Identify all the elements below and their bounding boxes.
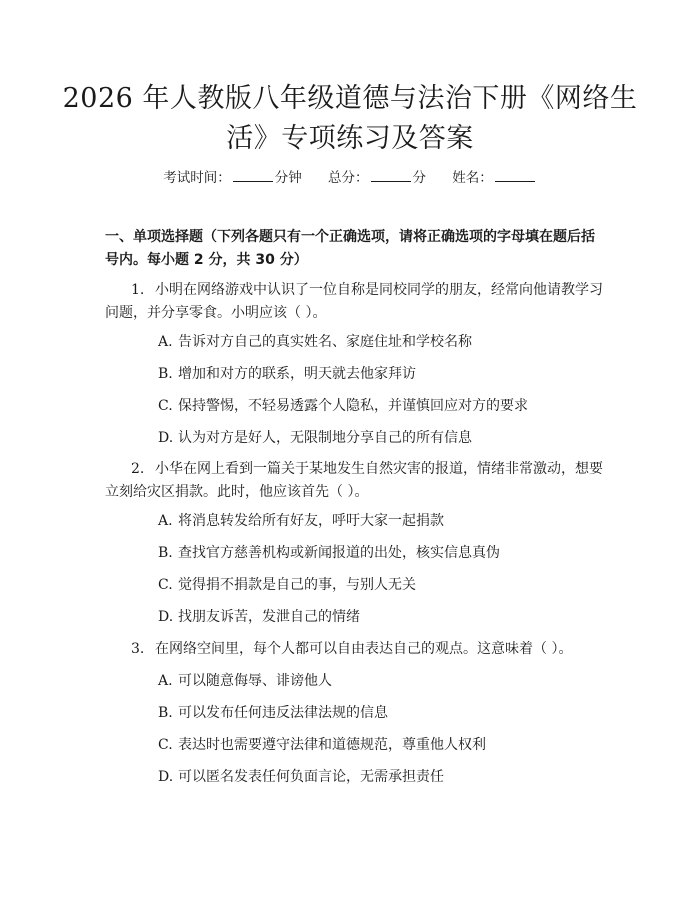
question-number: 3. [131,641,145,657]
question-2-option-c: C. 觉得捐不捐款是自己的事，与别人无关 [158,577,416,593]
time-label: 考试时间： [163,170,231,186]
question-3-option-b: B. 可以发布任何违反法律法规的信息 [158,705,388,721]
question-3-stem [105,638,605,661]
question-3-option-a: A. 可以随意侮辱、诽谤他人 [158,673,332,689]
question-1-option-b: B. 增加和对方的联系，明天就去他家拜访 [158,366,416,382]
page-title: 2026 年人教版八年级道德与法治下册《网络生活》专项练习及答案 [62,83,638,154]
question-1-option-a: A. 告诉对方自己的真实姓名、家庭住址和学校名称 [158,334,472,350]
question-2-option-d: D. 找朋友诉苦，发泄自己的情绪 [158,609,360,625]
question-2-option-b: B. 查找官方慈善机构或新闻报道的出处，核实信息真伪 [158,545,500,561]
section-heading: 一、单项选择题（下列各题只有一个正确选项，请将正确选项的字母填在题后括号内。每小题 2 分，共 30 分） [105,229,595,268]
question-1-stem [105,279,605,325]
question-number: 1. [131,282,145,298]
question-number: 2. [131,461,145,477]
question-1-option-c: C. 保持警惕，不轻易透露个人隐私，并谨慎回应对方的要求 [158,398,528,414]
time-unit: 分钟 [274,170,302,186]
exam-info-line [0,168,700,188]
question-text: 小明在网络游戏中认识了一位自称是同校同学的朋友，经常向他请教学习问题，并分享零食。小明应该（ ）。 [105,282,603,321]
question-2-option-a: A. 将消息转发给所有好友，呼吁大家一起捐款 [158,513,444,529]
name-label: 姓名： [452,170,493,186]
time-blank [233,169,273,182]
question-text: 在网络空间里，每个人都可以自由表达自己的观点。这意味着（ ）。 [155,641,573,657]
score-label: 总分： [328,170,369,186]
question-1-option-d: D. 认为对方是好人，无限制地分享自己的所有信息 [158,430,472,446]
score-blank [371,169,411,182]
question-text: 小华在网上看到一篇关于某地发生自然灾害的报道，情绪非常激动，想要立刻给灾区捐款。此时，他应该首先（ ）。 [105,461,603,500]
score-unit: 分 [412,170,426,186]
question-3-option-d: D. 可以匿名发表任何负面言论，无需承担责任 [158,769,444,785]
question-2-stem [105,458,605,504]
question-3-option-c: C. 表达时也需要遵守法律和道德规范，尊重他人权利 [158,737,486,753]
name-blank [495,169,535,182]
